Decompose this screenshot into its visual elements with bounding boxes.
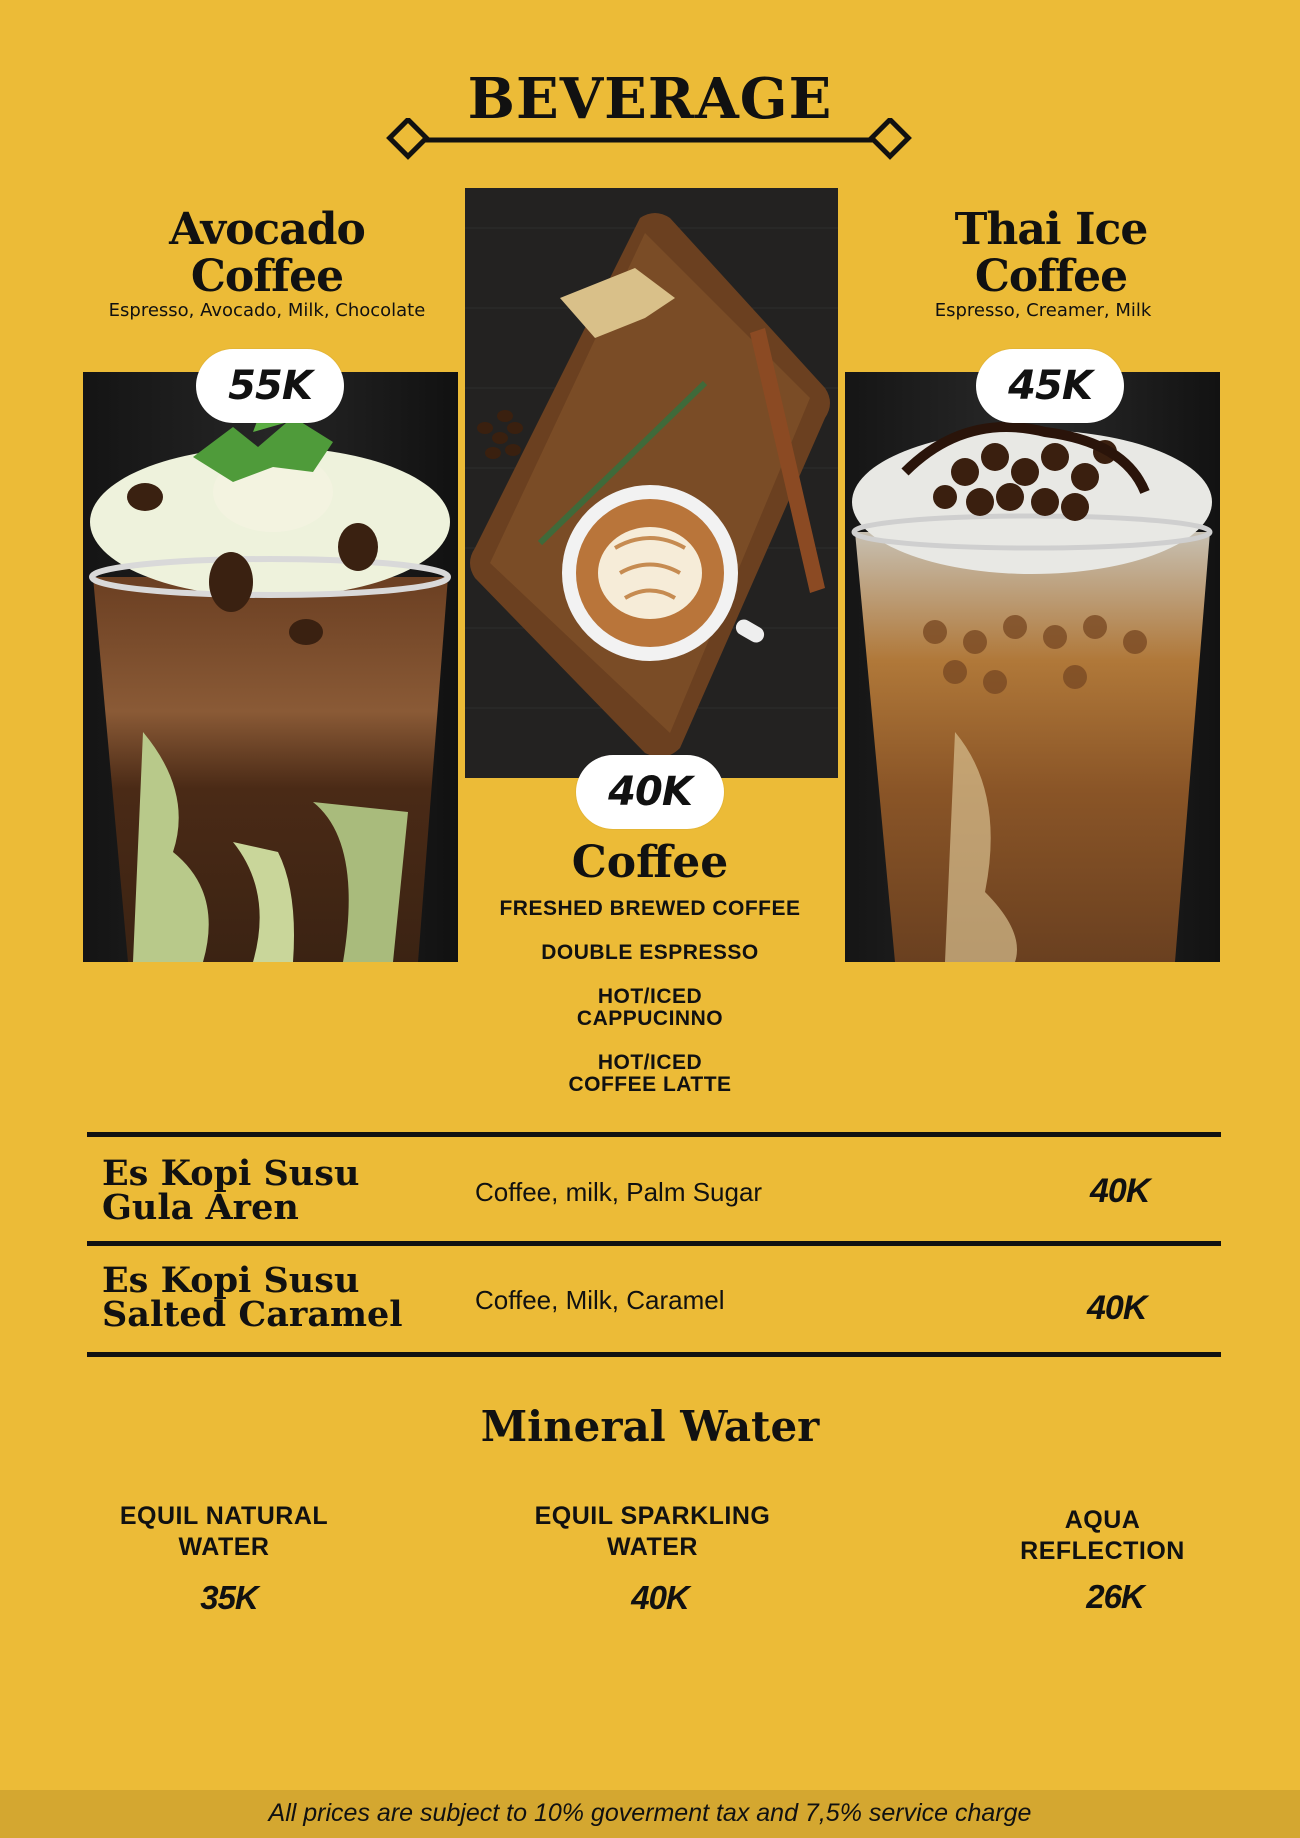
mw3-line2: REFLECTION — [1020, 1537, 1185, 1565]
table-row-price: 40K — [1087, 1289, 1147, 1327]
coffee-tray-photo — [465, 188, 838, 778]
avocado-name-line2: Coffee — [190, 251, 344, 302]
table-row-name — [102, 1260, 403, 1335]
coffee-item-latte-line1: HOT/ICED — [597, 1051, 703, 1074]
thai-ice-coffee-photo — [845, 372, 1220, 962]
mw3-line1: AQUA — [1064, 1506, 1141, 1534]
title-ornament-divider — [385, 118, 915, 162]
table-row-description: Coffee, Milk, Caramel — [475, 1285, 725, 1315]
coffee-item-double-espresso: DOUBLE ESPRESSO — [541, 941, 759, 964]
thai-price-badge: 45K — [976, 349, 1124, 423]
footer-tax-note: All prices are subject to 10% goverment tax and 7,5% service charge — [268, 1799, 1032, 1827]
mw2-line2: WATER — [607, 1533, 698, 1561]
mineral-water-title: Mineral Water — [480, 1402, 820, 1451]
coffee-item-cappuccino-line1: HOT/ICED — [597, 985, 703, 1008]
page-title: BEVERAGE — [467, 66, 833, 132]
mineral-water-item-name — [500, 1501, 805, 1563]
thai-ice-coffee-name — [866, 206, 1236, 300]
table-row-price: 40K — [1090, 1172, 1150, 1210]
row1-name-line1: Es Kopi Susu — [102, 1153, 360, 1194]
row2-name-line1: Es Kopi Susu — [102, 1260, 360, 1301]
table-divider-top — [87, 1132, 1221, 1137]
thai-ingredients: Espresso, Creamer, Milk — [934, 300, 1152, 321]
mw2-line1: EQUIL SPARKLING — [534, 1502, 771, 1530]
mineral-water-item-name — [84, 1501, 364, 1563]
coffee-section-title: Coffee — [571, 837, 729, 888]
mineral-water-item-price: 40K — [631, 1579, 689, 1616]
mw1-line1: EQUIL NATURAL — [119, 1502, 329, 1530]
avocado-price-badge: 55K — [196, 349, 344, 423]
mw1-line2: WATER — [178, 1533, 270, 1561]
table-row-description: Coffee, milk, Palm Sugar — [475, 1177, 763, 1207]
table-divider-bottom — [87, 1352, 1221, 1357]
avocado-ingredients: Espresso, Avocado, Milk, Chocolate — [108, 300, 426, 321]
coffee-price-badge: 40K — [576, 755, 724, 829]
table-row-name — [102, 1153, 360, 1228]
coffee-item-fresh-brewed: FRESHED BREWED COFFEE — [499, 897, 801, 920]
thai-name-line2: Coffee — [974, 251, 1128, 302]
mineral-water-item-price: 35K — [200, 1579, 258, 1616]
row2-name-line2: Salted Caramel — [102, 1294, 403, 1335]
table-divider-middle — [87, 1241, 1221, 1246]
avocado-coffee-name — [82, 206, 452, 300]
thai-name-line1: Thai Ice — [954, 204, 1148, 255]
coffee-item-cappuccino-line2: CAPPUCINNO — [576, 1007, 724, 1030]
avocado-name-line1: Avocado — [169, 204, 365, 255]
mineral-water-item-name — [980, 1505, 1225, 1567]
row1-name-line2: Gula Aren — [102, 1187, 299, 1228]
mineral-water-item-price: 26K — [1086, 1578, 1144, 1615]
avocado-coffee-photo — [83, 372, 458, 962]
coffee-item-latte-line2: COFFEE LATTE — [568, 1073, 732, 1096]
